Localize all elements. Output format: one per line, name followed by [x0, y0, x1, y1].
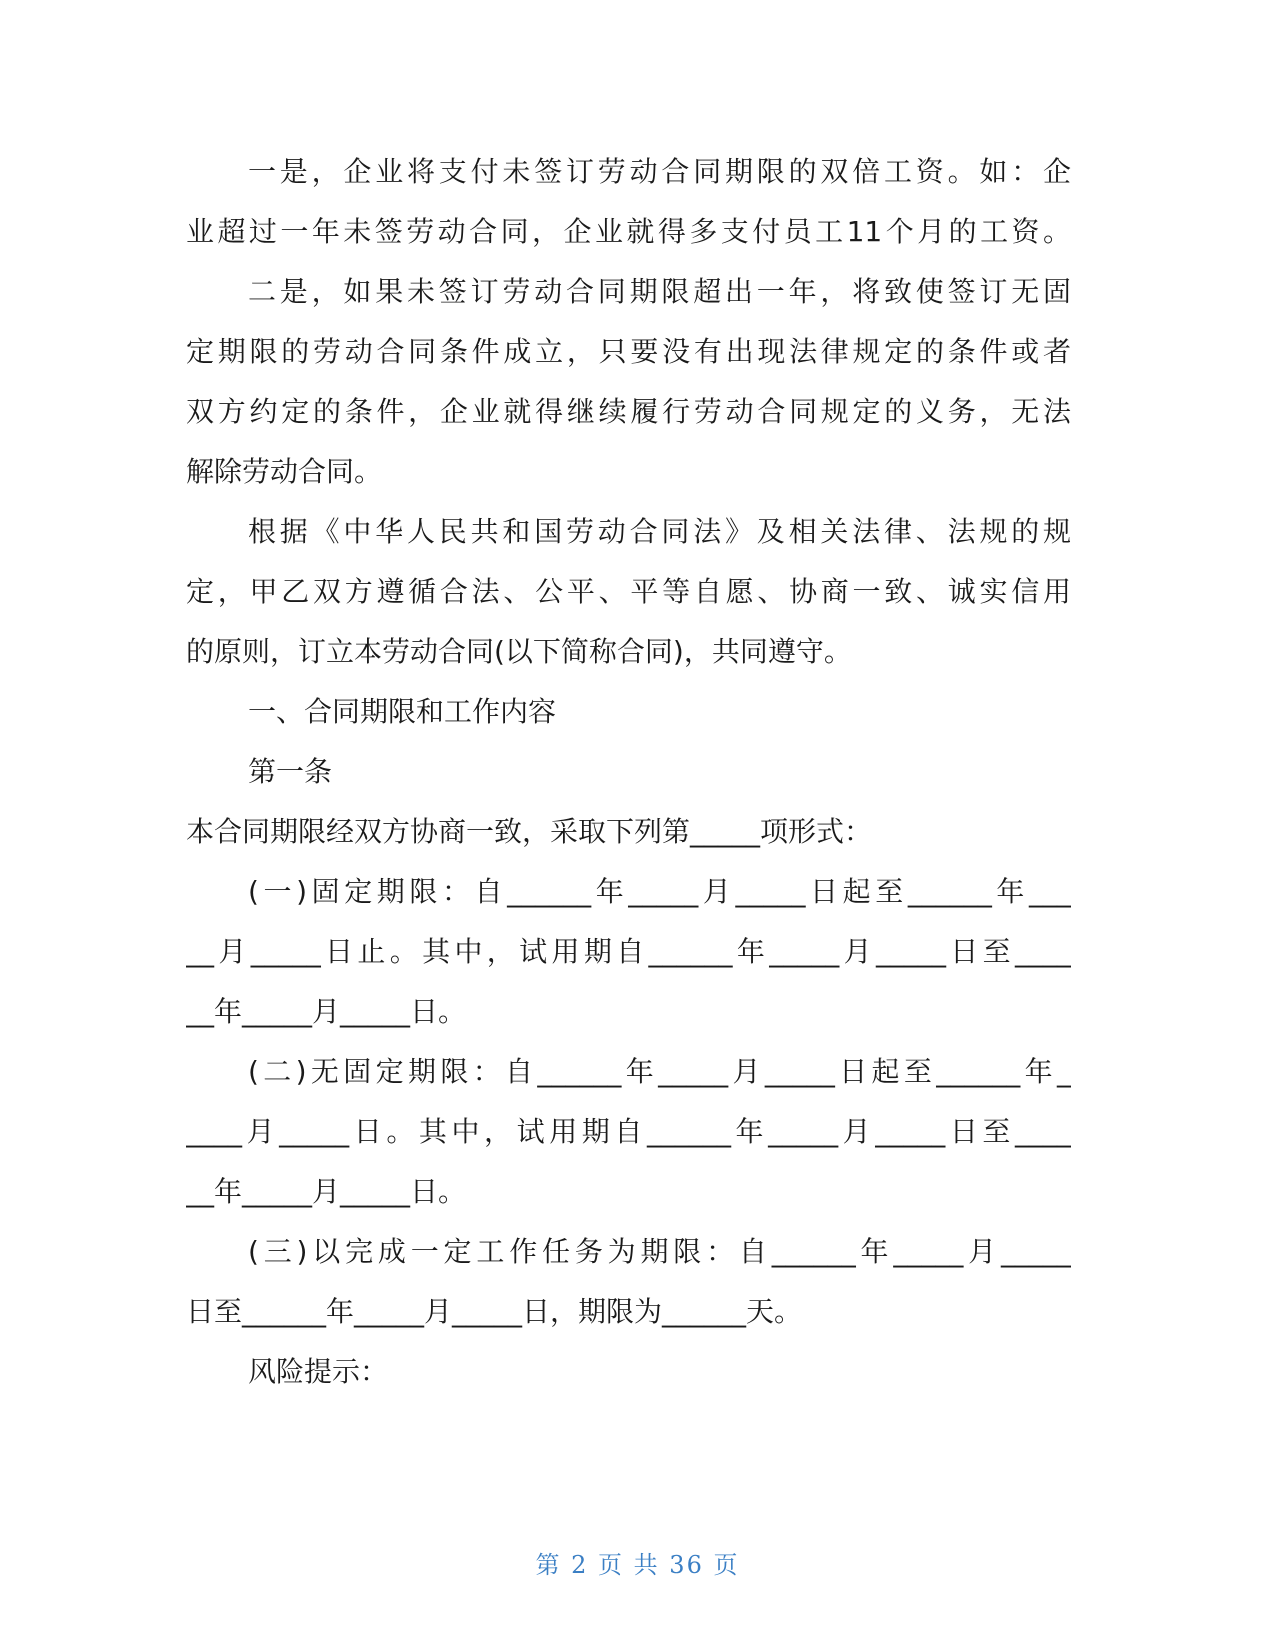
- text-line-20: 日至______年_____月_____日，期限为______天。: [186, 1295, 803, 1328]
- article-heading: 第一条: [248, 755, 333, 788]
- text-line-19: (三)以完成一定工作任务为期限：自______年_____月_____: [248, 1235, 1071, 1268]
- text-line-5: 双方约定的条件，企业就得继续履行劳动合同规定的义务，无法: [186, 395, 1071, 428]
- text-line-4: 定期限的劳动合同条件成立，只要没有出现法律规定的条件或者: [186, 335, 1071, 368]
- text-line-1: 一是，企业将支付未签订劳动合同期限的双倍工资。如：企: [248, 155, 1071, 188]
- text-line-9: 的原则，订立本劳动合同(以下简称合同)，共同遵守。: [186, 635, 852, 668]
- text-line-12: 本合同期限经双方协商一致，采取下列第_____项形式：: [186, 815, 873, 848]
- risk-note-heading: 风险提示：: [248, 1355, 389, 1388]
- text-line-14: __月_____日止。其中，试用期自______年_____月_____日至____: [186, 935, 1071, 968]
- text-line-16: (二)无固定期限：自______年_____月_____日起至______年_: [248, 1055, 1071, 1088]
- section-heading: 一、合同期限和工作内容: [248, 695, 557, 728]
- text-line-7: 根据《中华人民共和国劳动合同法》及相关法律、法规的规: [248, 515, 1071, 548]
- text-line-2: 业超过一年未签劳动合同，企业就得多支付员工11个月的工资。: [186, 215, 1071, 248]
- text-line-17: ____月_____日。其中，试用期自______年_____月_____日至____: [186, 1115, 1071, 1148]
- text-line-15: __年_____月_____日。: [186, 995, 467, 1028]
- text-line-18: __年_____月_____日。: [186, 1175, 467, 1208]
- document-body: [186, 142, 1071, 1402]
- text-line-3: 二是，如果未签订劳动合同期限超出一年，将致使签订无固: [248, 275, 1071, 308]
- text-line-8: 定，甲乙双方遵循合法、公平、平等自愿、协商一致、诚实信用: [186, 575, 1071, 608]
- text-line-6: 解除劳动合同。: [186, 455, 383, 488]
- text-line-13: (一)固定期限：自______年_____月_____日起至______年___: [248, 875, 1071, 908]
- page-number-footer: 第 2 页 共 36 页: [535, 1551, 740, 1579]
